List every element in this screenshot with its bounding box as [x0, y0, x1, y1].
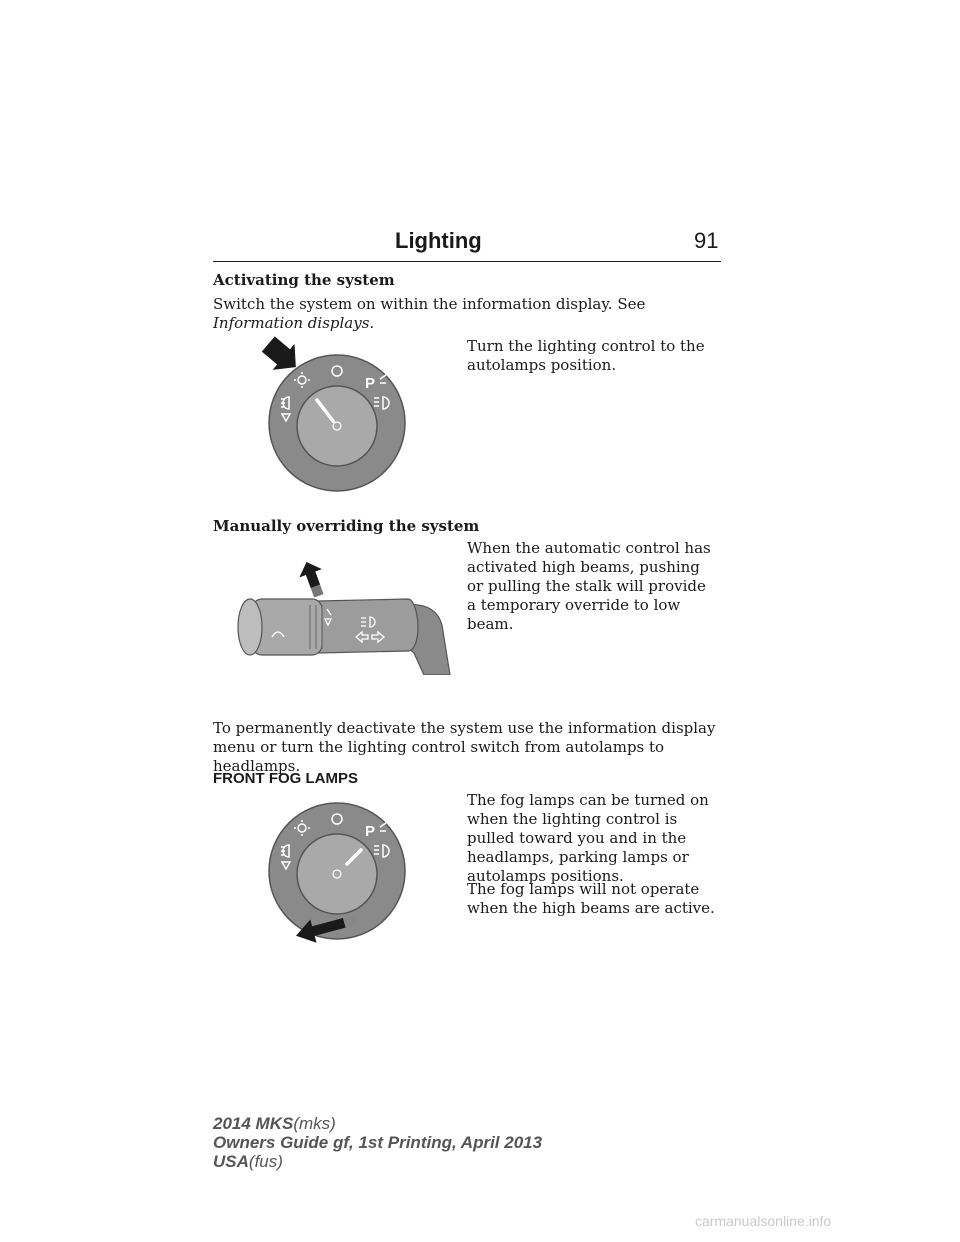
footer — [213, 1114, 542, 1171]
section-title: Lighting — [395, 228, 482, 253]
multifunction-stalk-figure — [232, 555, 454, 675]
footer-market: USA — [213, 1152, 249, 1171]
fog-lamps-para1: The fog lamps can be turned on when the lighting control is pulled toward you and in the headlamps, parking lamps or autolamps positions. — [467, 791, 709, 885]
fog-lamps-para2: The fog lamps will not operate when the high beams are active. — [467, 880, 715, 917]
override-instruction: When the automatic control has activated high beams, pushing or pulling the stalk will provide a temporary override to low beam. — [467, 539, 711, 633]
autolamps-instruction: Turn the lighting control to the autolamps position. — [467, 337, 705, 374]
lighting-dial-fog-figure — [255, 788, 425, 950]
deactivate-text: To permanently deactivate the system use the information display menu or turn the lighting control switch from autolamps to headlamps. — [213, 719, 716, 775]
page-number: 91 — [694, 228, 719, 253]
activating-heading: Activating the system — [213, 271, 395, 289]
dial-knob — [297, 834, 377, 914]
stalk-end-cap — [238, 599, 262, 655]
parking-lamp-letter: P — [365, 375, 376, 392]
footer-edition: Owners Guide gf, 1st Printing, April 2013 — [213, 1133, 543, 1152]
fog-lamps-heading: FRONT FOG LAMPS — [213, 770, 358, 787]
dial-knob — [297, 386, 377, 466]
information-displays-link[interactable]: Information displays — [213, 314, 370, 332]
activating-intro-text: Switch the system on within the information display. See — [213, 295, 646, 313]
header-divider — [213, 261, 721, 262]
footer-model: 2014 MKS — [213, 1114, 294, 1133]
watermark: carmanualsonline.info — [695, 1213, 832, 1229]
activating-intro-end: . — [369, 314, 375, 332]
push-pull-arrow-icon — [295, 558, 330, 600]
footer-market-code: (fus) — [248, 1152, 283, 1171]
lighting-dial-autolamps-figure — [255, 335, 425, 500]
parking-lamp-letter: P — [365, 823, 376, 840]
override-heading: Manually overriding the system — [213, 517, 480, 535]
activating-intro — [213, 295, 713, 333]
footer-model-code: (mks) — [293, 1114, 336, 1133]
stalk-body — [318, 599, 418, 653]
